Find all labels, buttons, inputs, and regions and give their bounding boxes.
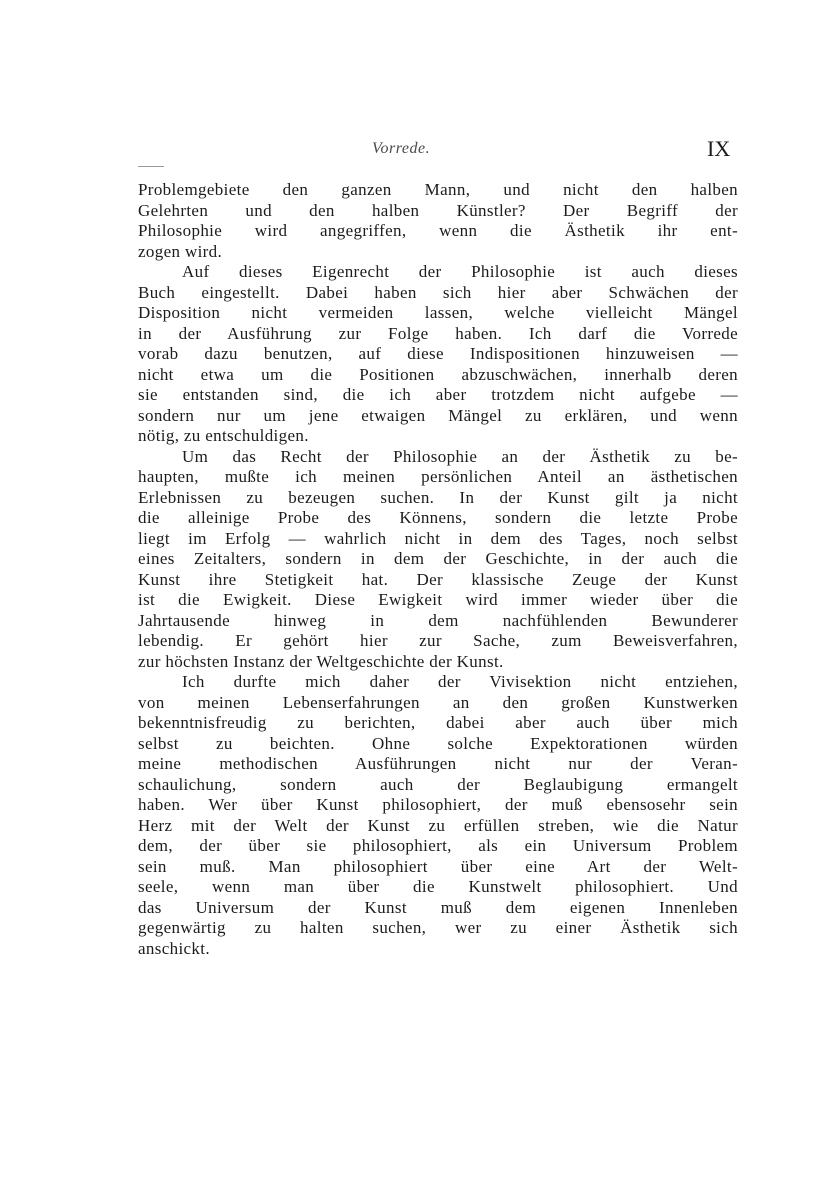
text-line: die alleinige Probe des Könnens, sondern die letzte Probe — [138, 508, 738, 527]
text-line: Philosophie wird angegriffen, wenn die Ästhetik ihr ent- — [138, 221, 738, 240]
text-line: ist die Ewigkeit. Diese Ewigkeit wird immer wieder über die — [138, 590, 738, 609]
paragraph — [138, 262, 738, 447]
text-line: von meinen Lebenserfahrungen an den großen Kunstwerken — [138, 692, 738, 712]
text-line: zogen wird. — [138, 241, 223, 261]
paragraph — [138, 672, 738, 959]
text-line: vorab dazu benutzen, auf diese Indispositionen hinzuweisen — — [138, 344, 738, 363]
header-rule — [138, 166, 164, 167]
body-text — [138, 180, 738, 959]
text-line: bekenntnisfreudig zu berichten, dabei aber auch über mich — [138, 713, 738, 732]
page-number: IX — [707, 136, 731, 161]
text-line: Jahrtausende hinweg in dem nachfühlenden Bewunderer — [138, 610, 738, 630]
text-line: Gelehrten und den halben Künstler? Der Begriff der — [138, 200, 738, 220]
text-line: meine methodischen Ausführungen nicht nur der Veran- — [138, 754, 738, 773]
running-title: Vorrede. — [372, 140, 431, 157]
text-line: Um das Recht der Philosophie an der Ästhetik zu be- — [182, 446, 738, 466]
paragraph — [138, 447, 738, 673]
text-line: sie entstanden sind, die ich aber trotzdem nicht aufgebe — — [138, 385, 738, 404]
text-line: Ich durfte mich daher der Vivisektion nicht entziehen, — [182, 672, 738, 691]
paragraph — [138, 180, 738, 262]
text-line: Buch eingestellt. Dabei haben sich hier aber Schwächen der — [138, 282, 738, 302]
text-line: liegt im Erfolg — wahrlich nicht in dem des Tages, noch selbst — [138, 528, 738, 548]
text-line: gegenwärtig zu halten suchen, wer zu einer Ästhetik sich — [138, 918, 738, 937]
text-line: seele, wenn man über die Kunstwelt philosophiert. Und — [138, 877, 738, 896]
text-line: sein muß. Man philosophiert über eine Art der Welt- — [138, 856, 738, 876]
text-line: Problemgebiete den ganzen Mann, und nicht den halben — [138, 180, 738, 199]
text-line: sondern nur um jene etwaigen Mängel zu erklären, und wenn — [138, 405, 738, 425]
running-head — [0, 136, 840, 166]
text-line: haupten, mußte ich meinen persönlichen Anteil an ästhetischen — [138, 467, 738, 486]
text-line: eines Zeitalters, sondern in dem der Geschichte, in der auch die — [138, 549, 738, 568]
text-line: schaulichung, sondern auch der Beglaubigung ermangelt — [138, 774, 738, 794]
text-line: Erlebnissen zu bezeugen suchen. In der Kunst gilt ja nicht — [138, 487, 738, 507]
text-line: haben. Wer über Kunst philosophiert, der muß ebensosehr sein — [138, 795, 738, 814]
text-line: Kunst ihre Stetigkeit hat. Der klassische Zeuge der Kunst — [138, 569, 738, 589]
text-line: lebendig. Er gehört hier zur Sache, zum Beweisverfahren, — [138, 631, 738, 650]
text-line: nötig, zu entschuldigen. — [138, 426, 309, 445]
text-line: Herz mit der Welt der Kunst zu erfüllen streben, wie die Natur — [138, 815, 738, 835]
text-line: selbst zu beichten. Ohne solche Expektorationen würden — [138, 733, 738, 753]
text-line: dem, der über sie philosophiert, als ein Universum Problem — [138, 836, 738, 855]
text-line: nicht etwa um die Positionen abzuschwächen, innerhalb deren — [138, 364, 738, 384]
text-line: Disposition nicht vermeiden lassen, welche vielleicht Mängel — [138, 303, 738, 322]
text-line: in der Ausführung zur Folge haben. Ich darf die Vorrede — [138, 323, 738, 343]
text-line: zur höchsten Instanz der Weltgeschichte der Kunst. — [138, 651, 504, 671]
text-line: das Universum der Kunst muß dem eigenen Innenleben — [138, 897, 738, 917]
text-line: anschickt. — [138, 938, 210, 958]
text-line: Auf dieses Eigenrecht der Philosophie ist auch dieses — [182, 262, 738, 281]
